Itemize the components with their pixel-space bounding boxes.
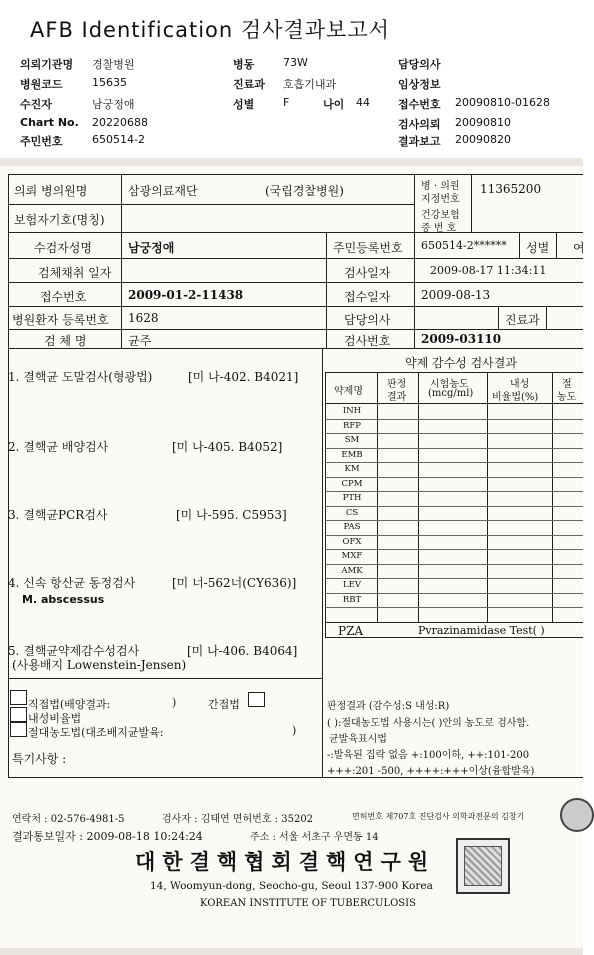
doctor-seal — [560, 798, 594, 832]
pza-label: PZA — [338, 624, 364, 638]
value-institution: 경찰병원 — [92, 58, 135, 71]
footer-license: 면허번호 제707호 진단검사 의학과전문의 김창기 — [352, 812, 525, 821]
susceptibility-title: 약제 감수성 검사결과 — [405, 356, 517, 370]
footer-address-en: 14, Woomyun-dong, Seocho-gu, Seoul 137-900 Korea — [150, 880, 433, 892]
label-referring-institution: 의뢰 병의원명 — [14, 184, 88, 198]
label-insurance: 보험자기호(명칭) — [14, 213, 105, 227]
test-1-name: 1. 결핵균 도말검사(형광법) — [8, 370, 153, 384]
test-4-code: [미 너-562너(CY636)] — [172, 576, 297, 590]
legend-3: 균발육표시법 — [329, 734, 387, 745]
drug-row-emb: EMB — [341, 449, 363, 460]
footer-examiner: 검사자 : 김태연 면허번호 : 35202 — [162, 814, 314, 825]
drug-row-amk: AMK — [341, 565, 363, 576]
drug-row-inh: INH — [342, 406, 362, 416]
test-1-code: [미 나-402. B4021] — [188, 370, 299, 384]
label-form-department: 진료과 — [505, 313, 540, 327]
value-institution-note: (국립경찰병원) — [265, 184, 344, 198]
value-patient: 남궁정애 — [92, 98, 135, 111]
label-doctor: 담당의사 — [398, 58, 441, 71]
label-hospital-designation-2: 지정번호 — [421, 194, 460, 205]
drug-row-km: KM — [344, 464, 360, 474]
label-age: 나이 — [323, 98, 345, 111]
legend-2: ( ):절대농도법 사용시는( )안의 농도로 검사함. — [327, 718, 530, 729]
value-rrn: 650514-2****** — [421, 239, 507, 252]
drug-row-mxf: MXF — [341, 551, 363, 561]
drug-row-rfp: RFP — [342, 420, 362, 431]
label-rrn: 주민등록번호 — [333, 241, 403, 255]
footer-address-ko: 주소 : 서울 서초구 우면동 14 — [250, 832, 379, 843]
value-hospital-designation: 11365200 — [480, 182, 542, 196]
absolute-method-label: 절대농도법(대조배지균발육: — [28, 726, 164, 739]
value-receipt-no: 20090810-01628 — [455, 96, 550, 109]
footer-organization-en: KOREAN INSTITUTE OF TUBERCULOSIS — [200, 898, 416, 909]
label-health-insurance-2: 증 번 호 — [421, 223, 457, 234]
report-header — [0, 0, 583, 162]
label-report-date: 결과보고 — [398, 135, 441, 148]
test-5-code: [미 나-406. B4064] — [187, 644, 298, 658]
legend-1: 판정결과 (감수성:S 내성:R) — [327, 701, 450, 712]
label-hospital-code: 병원코드 — [20, 78, 63, 91]
test-5-medium: (사용배지 Lowenstein-Jensen) — [12, 658, 187, 672]
col-result-1: 판정 — [387, 379, 407, 390]
value-specimen: 균주 — [128, 334, 152, 348]
drug-row-cs: CS — [345, 507, 359, 518]
value-accession-date: 2009-08-13 — [421, 288, 491, 302]
legend-5: +++:201 -500, ++++:+++이상(융합발육) — [327, 766, 535, 777]
drug-row-ofx: OFX — [342, 536, 362, 547]
label-form-sex: 성별 — [526, 241, 550, 255]
value-referring-institution: 삼광의료재단 — [128, 184, 198, 198]
label-patient: 수진자 — [20, 98, 52, 111]
test-4-result: M. abscessus — [22, 593, 105, 606]
value-accession-no: 2009-01-2-11438 — [128, 288, 244, 302]
label-attending-doctor: 담당의사 — [344, 313, 391, 327]
value-resident-no: 650514-2 — [92, 133, 145, 146]
col-resistance-1: 내성 — [510, 379, 530, 390]
drug-row-lev: LEV — [343, 580, 361, 590]
test-2-name: 2. 결핵균 배양검사 — [8, 440, 109, 454]
indirect-method-checkbox[interactable] — [248, 692, 265, 707]
value-request-date: 20090810 — [455, 116, 511, 129]
value-ward: 73W — [283, 56, 308, 69]
col-resistance-2: 비율법(%) — [492, 392, 539, 403]
label-receipt-no: 접수번호 — [398, 98, 441, 111]
value-exam-no: 2009-03110 — [421, 332, 502, 346]
footer-report-date: 결과통보일자 : 2009-08-18 10:24:24 — [12, 830, 203, 843]
value-exam-date: 2009-08-17 11:34:11 — [430, 264, 547, 277]
col-absolute-2: 농도 — [557, 392, 577, 403]
col-concentration-1: 시험농도 — [430, 379, 469, 390]
label-clinical-info: 임상정보 — [398, 78, 441, 91]
value-hospital-code: 15635 — [92, 76, 127, 89]
label-health-insurance-1: 건강보험 — [421, 210, 460, 221]
label-exam-date: 검사일자 — [344, 266, 391, 280]
test-3-code: [미 나-595. C5953] — [176, 508, 287, 522]
legend-4: -:발육된 집락 없음 +:100이하, ++:101-200 — [327, 750, 530, 761]
label-request-date: 검사의뢰 — [398, 118, 441, 131]
drug-row-pas: PAS — [343, 522, 361, 532]
direct-method-label: 직접법(배양결과: — [28, 698, 111, 711]
label-examinee: 수검자성명 — [34, 241, 92, 255]
col-drug: 약제명 — [334, 386, 363, 397]
label-patient-registration: 병원환자 등록번호 — [12, 313, 109, 327]
special-notes-label: 특기사항 : — [12, 752, 67, 766]
label-chart-no: Chart No. — [20, 116, 79, 129]
col-concentration-2: (mcg/ml) — [428, 388, 474, 399]
label-sex: 성별 — [233, 98, 255, 111]
label-accession-no: 접수번호 — [40, 290, 87, 304]
label-collection-date: 검체채취 일자 — [38, 266, 112, 280]
label-department: 진료과 — [233, 78, 265, 91]
indirect-method-label: 간접법 — [208, 698, 240, 711]
ratio-method-label: 내성비율법 — [28, 712, 82, 725]
label-accession-date: 접수일자 — [344, 290, 391, 304]
value-form-sex: 여 — [573, 241, 585, 255]
drug-row-rbt: RBT — [342, 594, 362, 605]
test-4-name: 4. 신속 항산균 동정검사 — [8, 576, 136, 590]
value-age: 44 — [356, 96, 370, 109]
scanned-form: 의뢰 병의원명 삼광의료재단 (국립경찰병원) 병 · 의원 지정번호 11365200 보험자기호(명칭) 건강보험 증 번 호 수검자성명 남궁정애 주민등록번호 650514-2****** 성별 여 검체채취 일자 검사일자 2009-08-17 11:34:11 접수번호 2009-01-2-11438 접수일자 2009-08-13 병원환자 등록번호 1628 담당의사 진료과 검 체 명 균주 검사번호 2009-03110 1. 결핵균 도말검사(형광법) [미 나-402. B4021] 2. 결핵균 배양검사 [미 나-405. B4052] 3. 결핵균PCR검사 [미 나-595. C5953] 4. 신속 항산균 동정검사 [미 너-562너(CY636)] M. abscessus 5. 결핵균약제감수성검사 [미 나-406. B4064] (사용배지 Lowenstein-Jensen) 약제 감수성 검사결과 약제명 판정 결과 시험농도 (mcg/ml) 내성 비율법(%) 절 농도 INH RFP SM EMB KM CPM PTH CS PAS OFX MXF AMK LEV RBT PZA Pvrazinamidase Test( ) 직접법(배양결과: ) 간접법 내성비율법 절대농도법(대조배지균발육: ) 특기사항 : 판정결과 (감수성:S 내성:R) ( ):절대농도법 사용시는( )안의 농도로 검사함. 균발육표시법 -:발육된 집락 없음 +:100이하, ++:101-200 +++:201 -500, ++++:+++이상(융합발육) 연락처 : 02-576-4981-5 검사자 : 김태연 면허번호 : 35202 면허번호 제707호 진단검사 의학과전문의 김창기 결과통보일자 : 2009-08-18 10:24:24 주소 : 서울 서초구 우면동 14 대한결핵협회결핵연구원 14, Woomyun-dong, Seocho-gu, Seoul 137-900 Korea KOREAN INSTITUTE OF TUBERCULOSIS — [0, 166, 583, 955]
value-sex: F — [283, 96, 290, 109]
header-divider — [0, 158, 583, 166]
test-5-name: 5. 결핵균약제감수성검사 — [8, 644, 140, 658]
report-title: AFB Identification 검사결과보고서 — [30, 18, 390, 42]
value-department: 호흡기내과 — [283, 78, 337, 91]
test-3-name: 3. 결핵균PCR검사 — [8, 508, 108, 522]
pza-text: Pvrazinamidase Test( ) — [418, 624, 545, 637]
value-examinee: 남궁정애 — [128, 241, 175, 255]
value-report-date: 20090820 — [455, 133, 511, 146]
institute-stamp — [456, 838, 510, 894]
absolute-method-checkbox[interactable] — [10, 722, 27, 737]
label-institution: 의뢰기관명 — [20, 58, 74, 71]
label-specimen: 검 체 명 — [44, 334, 87, 348]
value-patient-registration: 1628 — [128, 311, 159, 325]
label-hospital-designation-1: 병 · 의원 — [421, 181, 460, 192]
col-result-2: 결과 — [387, 392, 407, 403]
col-absolute-1: 절 — [562, 379, 572, 390]
label-ward: 병동 — [233, 58, 255, 71]
value-chart-no: 20220688 — [92, 116, 148, 129]
drug-row-sm: SM — [344, 435, 360, 445]
drug-row-cpm: CPM — [341, 478, 363, 489]
direct-method-checkbox[interactable] — [10, 690, 27, 705]
drug-row-pth: PTH — [342, 493, 362, 503]
footer-organization: 대한결핵협회결핵연구원 — [135, 849, 436, 874]
ratio-method-checkbox[interactable] — [10, 707, 27, 722]
label-resident-no: 주민번호 — [20, 135, 63, 148]
footer-contact: 연락처 : 02-576-4981-5 — [12, 814, 125, 825]
bottom-divider — [0, 948, 583, 955]
test-2-code: [미 나-405. B4052] — [172, 440, 283, 454]
label-exam-no: 검사번호 — [344, 334, 391, 348]
